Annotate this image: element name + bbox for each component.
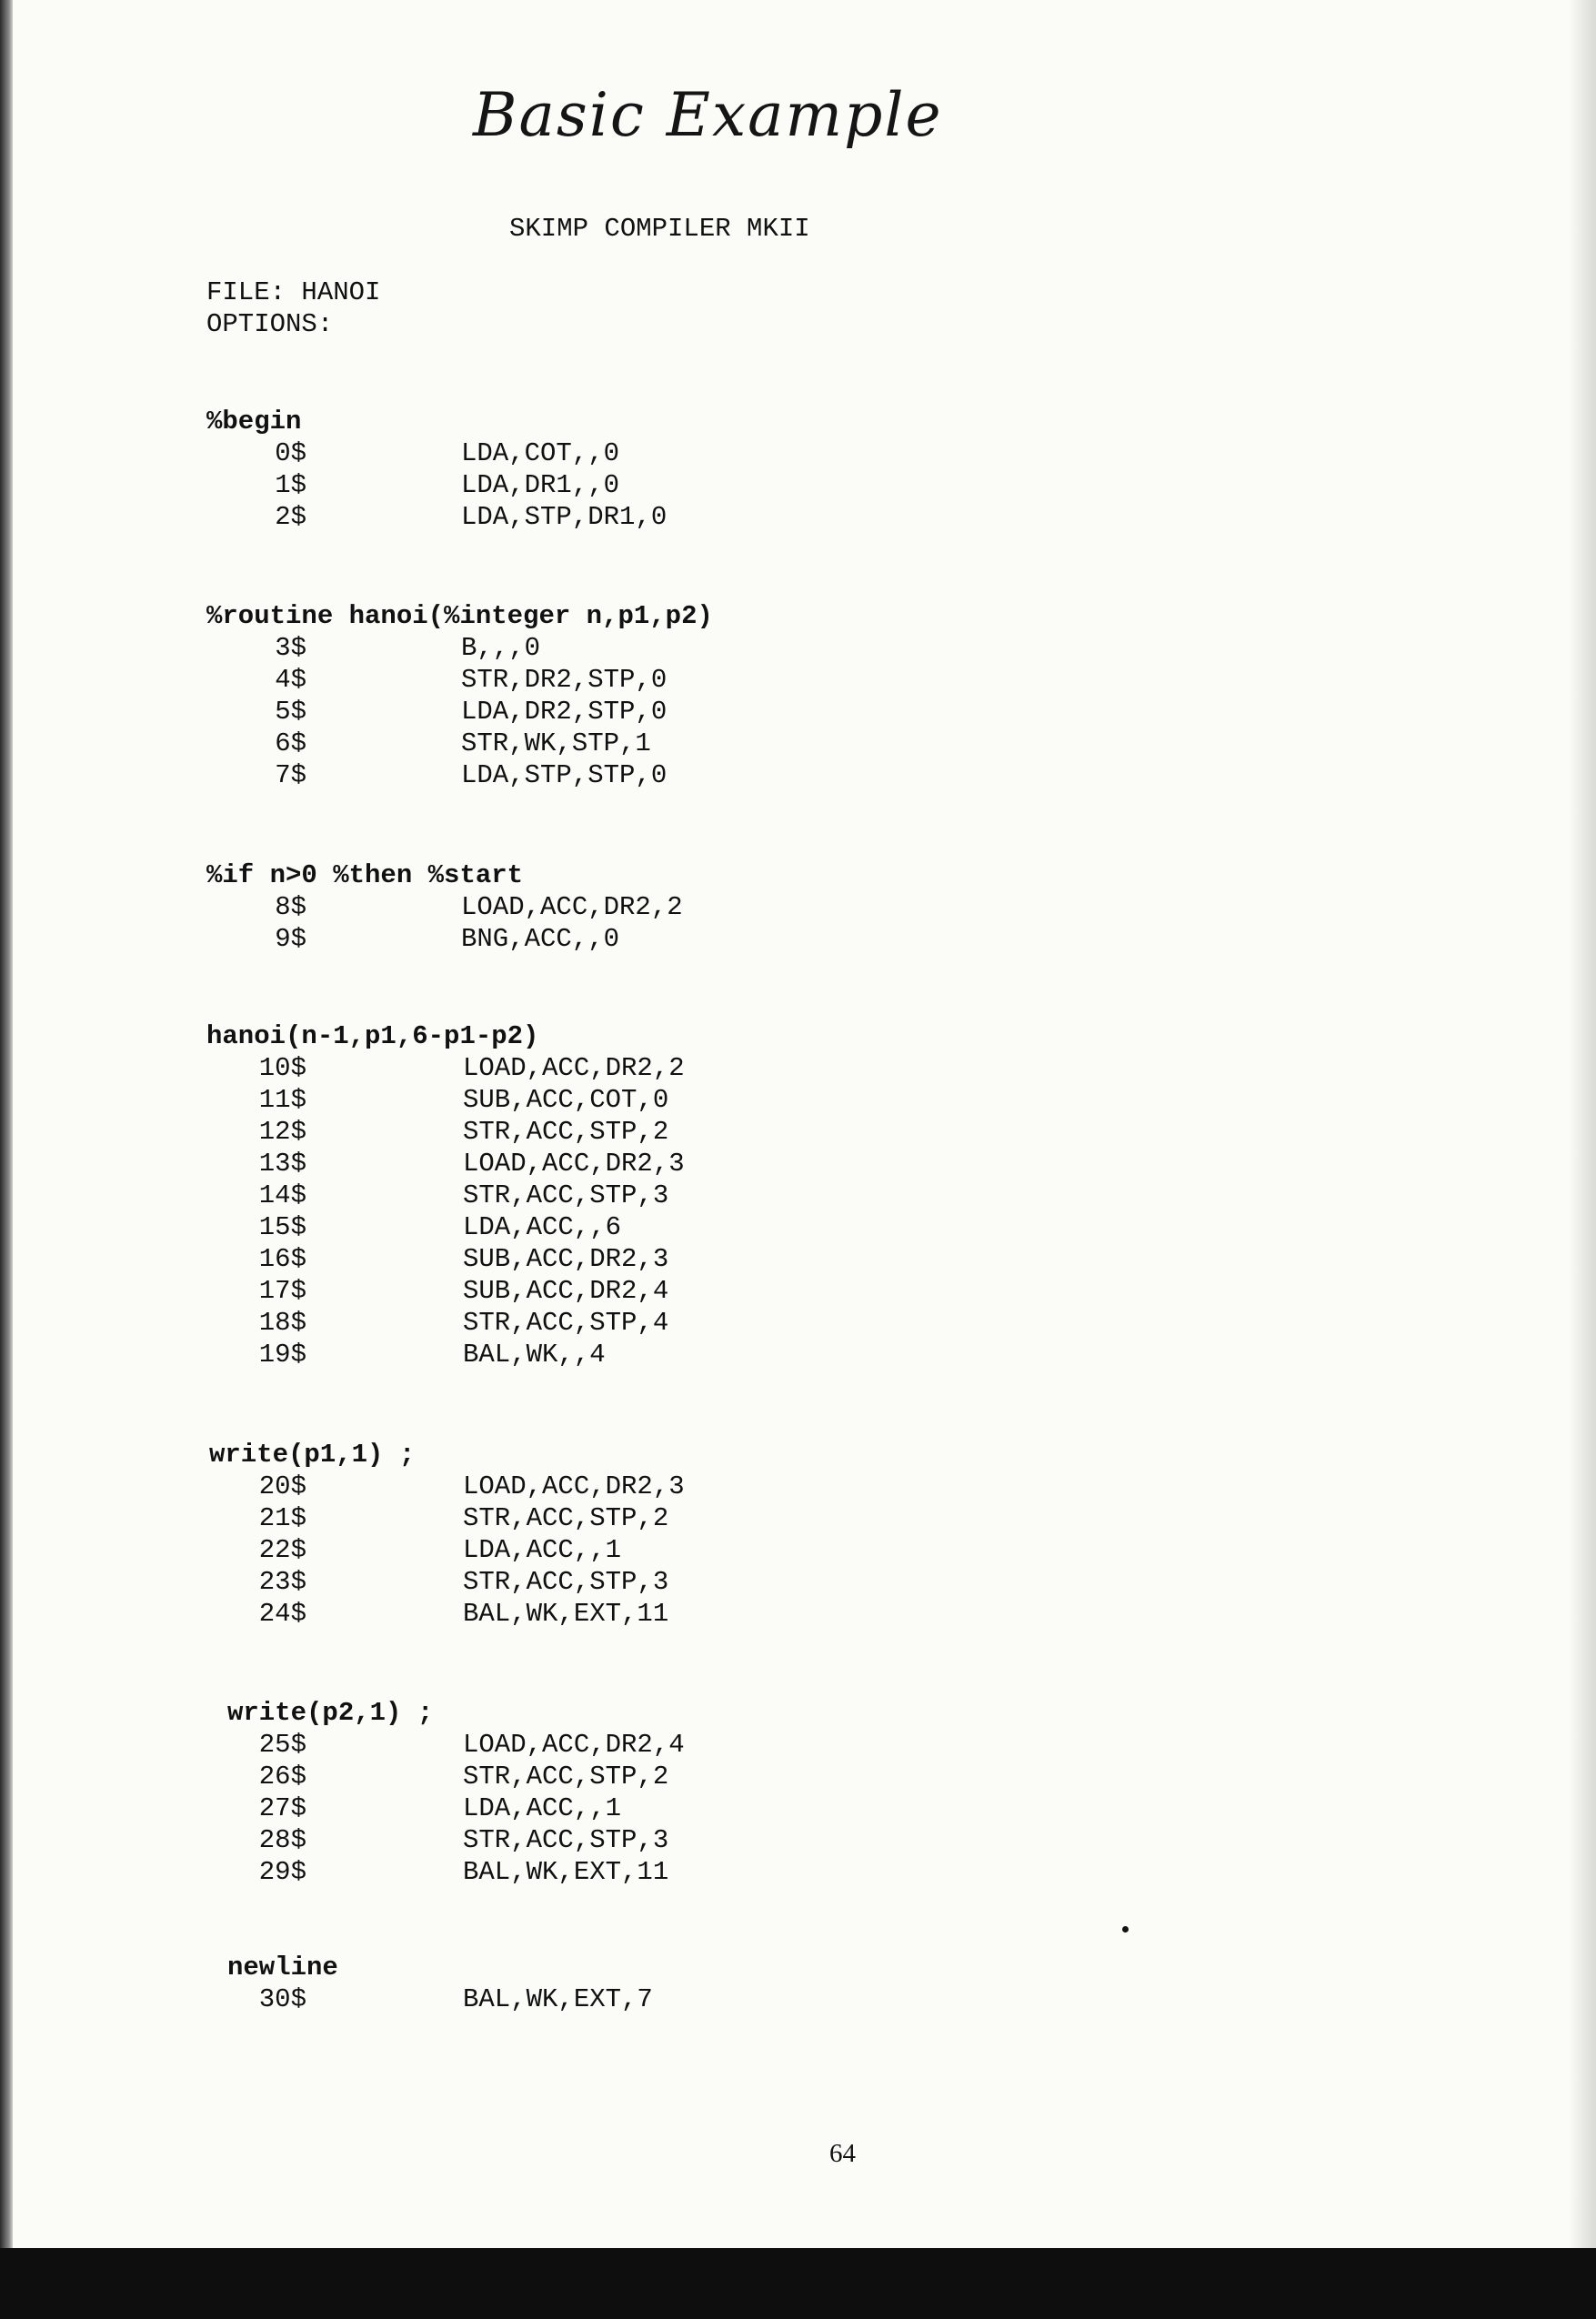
section-header: hanoi(n-1,p1,6-p1-p2) bbox=[206, 1021, 539, 1051]
line-label: 20$ bbox=[258, 1471, 306, 1501]
section-header: write(p1,1) ; bbox=[209, 1440, 416, 1470]
line-instruction: LOAD,ACC,DR2,2 bbox=[461, 892, 683, 922]
line-label: 6$ bbox=[275, 728, 306, 758]
line-instruction: LDA,ACC,,1 bbox=[463, 1535, 622, 1565]
line-instruction: STR,ACC,STP,3 bbox=[463, 1825, 669, 1855]
scan-background bbox=[0, 2248, 1596, 2319]
line-label: 5$ bbox=[275, 697, 306, 727]
line-label: 10$ bbox=[258, 1053, 306, 1083]
line-instruction: BAL,WK,EXT,7 bbox=[463, 1984, 653, 2014]
binding-shadow bbox=[0, 0, 13, 2319]
line-instruction: BAL,WK,EXT,11 bbox=[463, 1599, 669, 1629]
line-instruction: LOAD,ACC,DR2,2 bbox=[463, 1053, 685, 1083]
line-instruction: BAL,WK,EXT,11 bbox=[463, 1857, 669, 1887]
section-header: %routine hanoi(%integer n,p1,p2) bbox=[206, 601, 713, 631]
line-label: 3$ bbox=[275, 633, 306, 663]
line-instruction: LDA,ACC,,6 bbox=[463, 1212, 622, 1242]
line-instruction: LDA,STP,STP,0 bbox=[461, 760, 668, 790]
line-instruction: SUB,ACC,DR2,3 bbox=[463, 1244, 669, 1274]
line-instruction: BNG,ACC,,0 bbox=[461, 924, 620, 954]
compiler-heading: SKIMP COMPILER MKII bbox=[509, 214, 810, 244]
line-instruction: BAL,WK,,4 bbox=[463, 1340, 606, 1370]
line-label: 27$ bbox=[258, 1793, 306, 1823]
line-label: 30$ bbox=[258, 1984, 306, 2014]
line-label: 19$ bbox=[258, 1340, 306, 1370]
line-label: 16$ bbox=[258, 1244, 306, 1274]
section-header: write(p2,1) ; bbox=[227, 1698, 434, 1728]
line-label: 8$ bbox=[275, 892, 306, 922]
line-instruction: STR,ACC,STP,4 bbox=[463, 1308, 669, 1338]
line-label: 9$ bbox=[275, 924, 306, 954]
line-label: 4$ bbox=[275, 665, 306, 695]
section-header: newline bbox=[227, 1953, 338, 1983]
line-instruction: STR,ACC,STP,2 bbox=[463, 1117, 669, 1147]
line-label: 17$ bbox=[258, 1276, 306, 1306]
line-label: 18$ bbox=[258, 1308, 306, 1338]
line-label: 0$ bbox=[275, 438, 306, 468]
line-instruction: LDA,DR1,,0 bbox=[461, 470, 620, 500]
line-instruction: LOAD,ACC,DR2,3 bbox=[463, 1471, 685, 1501]
file-line: FILE: HANOI bbox=[206, 277, 381, 307]
line-label: 26$ bbox=[258, 1762, 306, 1792]
line-instruction: STR,WK,STP,1 bbox=[461, 728, 651, 758]
page-edge bbox=[1569, 0, 1596, 2248]
section-header: %begin bbox=[206, 407, 302, 437]
line-label: 11$ bbox=[258, 1085, 306, 1115]
line-instruction: STR,ACC,STP,2 bbox=[463, 1762, 669, 1792]
line-label: 14$ bbox=[258, 1180, 306, 1210]
line-label: 2$ bbox=[275, 502, 306, 532]
options-line: OPTIONS: bbox=[206, 309, 334, 339]
line-instruction: SUB,ACC,COT,0 bbox=[463, 1085, 669, 1115]
ink-speck bbox=[1122, 1926, 1129, 1932]
line-label: 23$ bbox=[258, 1567, 306, 1597]
line-label: 7$ bbox=[275, 760, 306, 790]
line-instruction: B,,,0 bbox=[461, 633, 541, 663]
line-instruction: LDA,ACC,,1 bbox=[463, 1793, 622, 1823]
line-instruction: STR,ACC,STP,3 bbox=[463, 1180, 669, 1210]
handwritten-title: Basic Example bbox=[473, 80, 943, 150]
line-instruction: STR,ACC,STP,2 bbox=[463, 1503, 669, 1533]
section-header: %if n>0 %then %start bbox=[206, 860, 524, 890]
line-instruction: LOAD,ACC,DR2,4 bbox=[463, 1730, 685, 1760]
line-label: 21$ bbox=[258, 1503, 306, 1533]
line-label: 12$ bbox=[258, 1117, 306, 1147]
line-label: 24$ bbox=[258, 1599, 306, 1629]
line-instruction: LDA,DR2,STP,0 bbox=[461, 697, 668, 727]
line-label: 15$ bbox=[258, 1212, 306, 1242]
line-label: 1$ bbox=[275, 470, 306, 500]
line-label: 29$ bbox=[258, 1857, 306, 1887]
line-instruction: LDA,STP,DR1,0 bbox=[461, 502, 668, 532]
line-instruction: STR,ACC,STP,3 bbox=[463, 1567, 669, 1597]
line-instruction: LOAD,ACC,DR2,3 bbox=[463, 1149, 685, 1179]
page-number: 64 bbox=[829, 2139, 856, 2168]
line-label: 25$ bbox=[258, 1730, 306, 1760]
line-instruction: LDA,COT,,0 bbox=[461, 438, 620, 468]
line-instruction: STR,DR2,STP,0 bbox=[461, 665, 668, 695]
line-label: 22$ bbox=[258, 1535, 306, 1565]
line-label: 28$ bbox=[258, 1825, 306, 1855]
line-label: 13$ bbox=[258, 1149, 306, 1179]
line-instruction: SUB,ACC,DR2,4 bbox=[463, 1276, 669, 1306]
